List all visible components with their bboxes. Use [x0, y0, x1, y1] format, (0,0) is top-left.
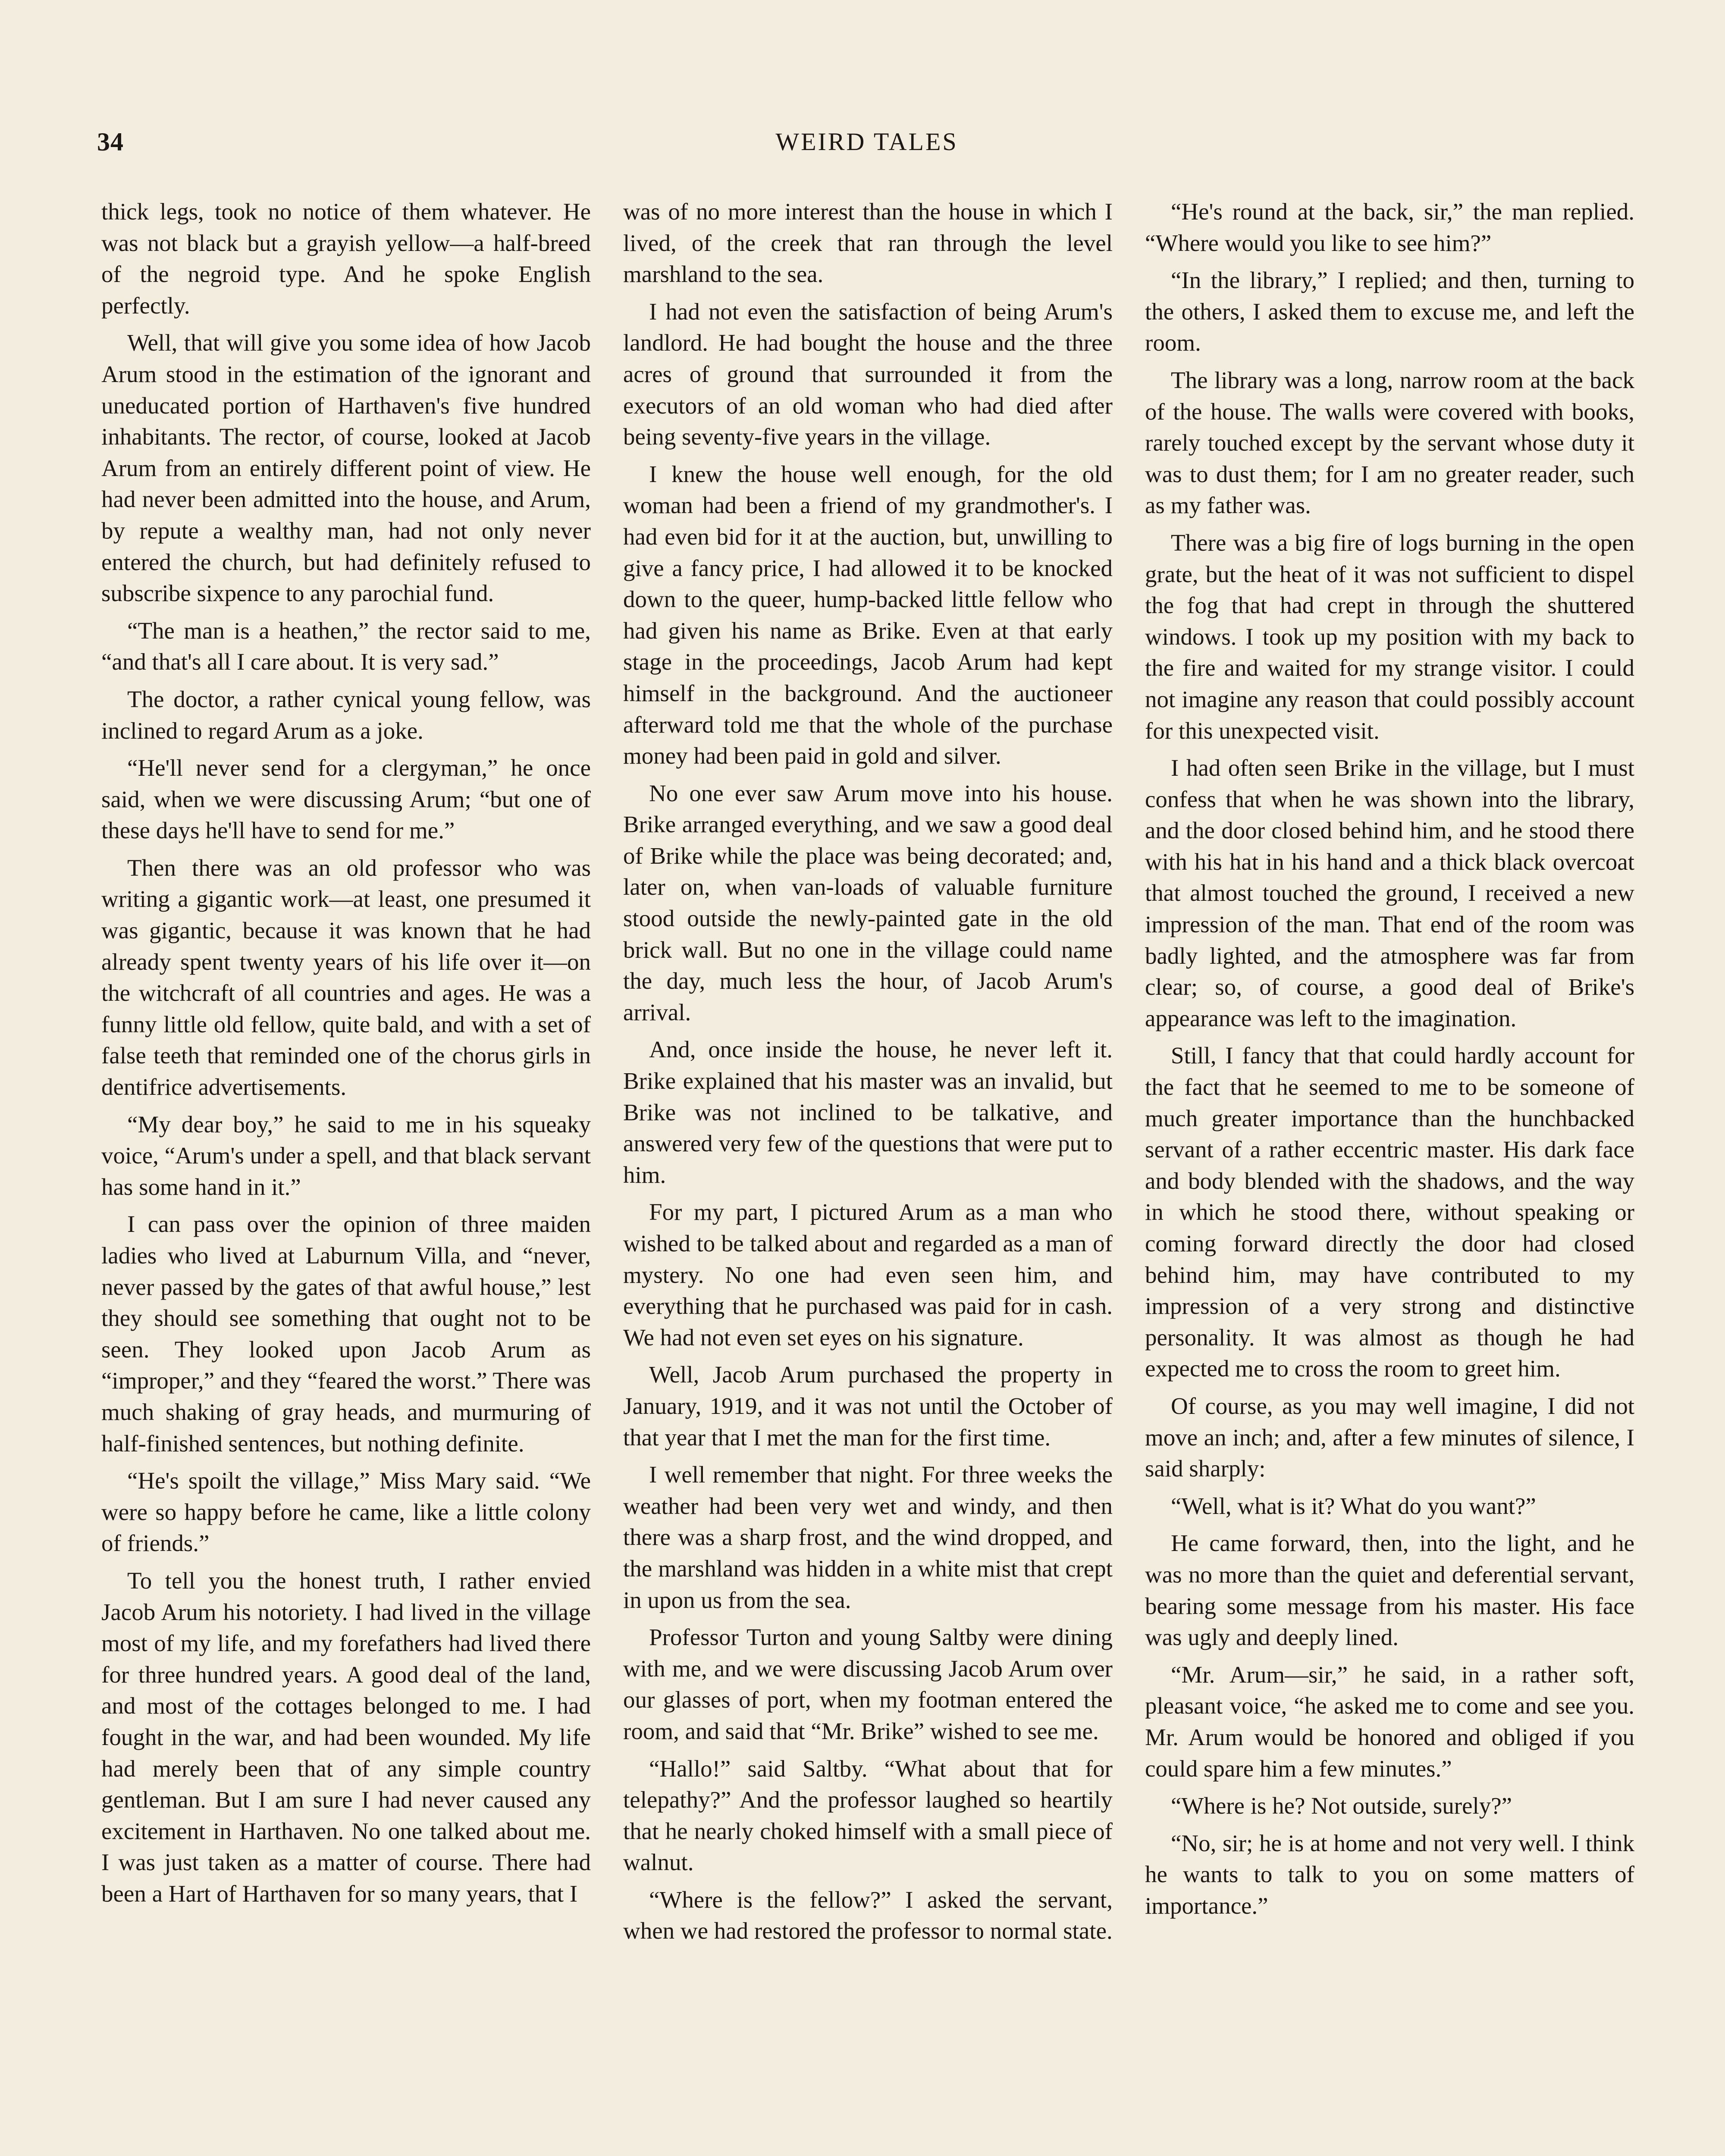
paragraph: “Well, what is it? What do you want?” — [1171, 1492, 1536, 1519]
paragraph: “No, sir; he is at home and not very well. I think he wants to talk to you on some matters of importance.” — [1145, 1830, 1634, 1919]
paragraph: Still, I fancy that that could hardly account for the fact that he seemed to me to be someone of much greater importance than the hunchbacked servant of a rather eccentric master. His dark face and body blended with the shadows, and the way in which he stood there, without speaking or coming forward directly the door had closed behind him, may have contributed to my impression of a very strong and distinctive personality. It was almost as though he had expected me to cross the room to greet him. — [1145, 1042, 1634, 1382]
paragraph: No one ever saw Arum move into his house. Brike arranged everything, and we saw a good deal of Brike while the place was being decorated; and, later on, when van-loads of valuable furniture stood outside the newly-painted gate in the old brick wall. But no one in the village could name the day, much less the hour, of Jacob Arum's arrival. — [623, 780, 1113, 1025]
paragraph: For my part, I pictured Arum as a man who wished to be talked about and regarded as a man of mystery. No one had even seen him, and everything that he purchased was paid for in cash. We had not even set eyes on his signature. — [623, 1199, 1113, 1351]
page-number: 34 — [97, 128, 124, 156]
paragraph: “The man is a heathen,” the rector said to me, “and that's all I care about. It is very sad.” — [101, 617, 591, 675]
magazine-title: WEIRD TALES — [775, 128, 958, 156]
paragraph: “He's spoilt the village,” Miss Mary said. “We were so happy before he came, like a little colony of friends.” — [101, 1467, 591, 1557]
paragraph: Then there was an old professor who was writing a gigantic work—at least, one presumed it was gigantic, because it was known that he had already spent twenty years of his life over it—on the witchcraft of all countries and ages. He was a funny little old fellow, quite bald, and with a set of false teeth that reminded one of the chorus girls in dentifrice advertisements. — [101, 854, 591, 1100]
paragraph: thick legs, took no notice of them whatever. He was not black but a grayish yellow—a half-breed of the negroid type. And he spoke English perfectly. — [101, 198, 591, 319]
paragraph: was of no more interest than the house in which I lived, of the creek that ran through the level marshland to the sea. — [623, 198, 1113, 288]
paragraph: “Where is he? Not outside, surely?” — [1171, 1792, 1512, 1819]
paragraph: Of course, as you may well imagine, I did not move an inch; and, after a few minutes of silence, I said sharply: — [1145, 1392, 1634, 1482]
paragraph: I had often seen Brike in the village, but I must confess that when he was shown into the library, and the door closed behind him, and he stood there with his hat in his hand and a thick black overcoat that almost touched the ground, I received a new impression of the man. That end of the room was badly lighted, and the atmosphere was far from clear; so, of course, a good deal of Brike's appearance was left to the imagination. — [1145, 755, 1634, 1031]
paragraph: “He'll never send for a clergyman,” he once said, when we were discussing Arum; “but one of these days he'll have to send for me.” — [101, 755, 591, 844]
paragraph: “Where is the fellow?” I asked the servant, when we had restored the professor to normal state. — [623, 1886, 1113, 1944]
paragraph: “In the library,” I replied; and then, turning to the others, I asked them to excuse me, and left the room. — [1145, 267, 1634, 356]
paragraph: Professor Turton and young Saltby were dining with me, and we were discussing Jacob Arum over our glasses of port, when my footman entered the room, and said that “Mr. Brike” wished to see me. — [623, 1624, 1113, 1744]
paragraph: And, once inside the house, he never left it. Brike explained that his master was an invalid, but Brike was not inclined to be talkative, and answered very few of the questions that were put to him. — [623, 1036, 1113, 1188]
paragraph: I had not even the satisfaction of being Arum's landlord. He had bought the house and the three acres of ground that surrounded it from the executors of an old woman who had died after being seventy-five years in the village. — [623, 298, 1113, 450]
paragraph: He came forward, then, into the light, and he was no more than the quiet and deferential servant, bearing some message from his master. His face was ugly and deeply lined. — [1145, 1530, 1634, 1651]
paragraph: The library was a long, narrow room at the back of the house. The walls were covered with books, rarely touched except by the servant whose duty it was to dust them; for I am no greater reader, such as my father was. — [1145, 367, 1634, 519]
paragraph: The doctor, a rather cynical young fellow, was inclined to regard Arum as a joke. — [101, 686, 591, 744]
page-header — [97, 127, 1637, 166]
text-columns — [101, 196, 1634, 2156]
paragraph: “Mr. Arum—sir,” he said, in a rather soft, pleasant voice, “he asked me to come and see you. Mr. Arum would be honored and obliged if you could spare him a few minutes.” — [1145, 1661, 1634, 1782]
paragraph: I can pass over the opinion of three maiden ladies who lived at Laburnum Villa, and “never, never passed by the gates of that awful house,” lest they should see something that ought not to be seen. They looked upon Jacob Arum as “improper,” and they “feared the worst.” There was much shaking of gray heads, and murmuring of half-finished sentences, but nothing definite. — [101, 1211, 591, 1457]
paragraph: “My dear boy,” he said to me in his squeaky voice, “Arum's under a spell, and that black servant has some hand in it.” — [101, 1111, 591, 1200]
text-column-1 — [101, 196, 591, 2156]
paragraph: “Hallo!” said Saltby. “What about that for telepathy?” And the professor laughed so heartily that he nearly choked himself with a small piece of walnut. — [623, 1755, 1113, 1876]
paragraph: I well remember that night. For three weeks the weather had been very wet and windy, and then there was a sharp frost, and the wind dropped, and the marshland was hidden in a white mist that crept in upon us from the sea. — [623, 1461, 1113, 1613]
paragraph: To tell you the honest truth, I rather envied Jacob Arum his notoriety. I had lived in the village most of my life, and my forefathers had lived there for three hundred years. A good deal of the land, and most of the cottages belonged to me. I had fought in the war, and had been wounded. My life had merely been that of any simple country gentleman. But I am sure I had never caused any excitement in Harthaven. No one talked about me. I was just taken as a matter of course. There had been a Hart of Harthaven for so many years, that I — [101, 1567, 591, 1907]
paragraph: “He's round at the back, sir,” the man replied. “Where would you like to see him?” — [1145, 198, 1634, 256]
text-column-3 — [1145, 196, 1634, 2156]
paragraph: There was a big fire of logs burning in the open grate, but the heat of it was not sufficient to dispel the fog that had crept in through the shuttered windows. I took up my position with my back to the fire and waited for my strange visitor. I could not imagine any reason that could possibly account for this unexpected visit. — [1145, 529, 1634, 744]
paragraph: Well, that will give you some idea of how Jacob Arum stood in the estimation of the ignorant and uneducated portion of Harthaven's five hundred inhabitants. The rector, of course, looked at Jacob Arum from an entirely different point of view. He had never been admitted into the house, and Arum, by repute a wealthy man, had not only never entered the church, but had definitely refused to subscribe sixpence to any parochial fund. — [101, 329, 591, 607]
paragraph: I knew the house well enough, for the old woman had been a friend of my grandmother's. I had even bid for it at the auction, but, unwilling to give a fancy price, I had allowed it to be knocked down to the queer, hump-backed little fellow who had given his name as Brike. Even at that early stage in the proceedings, Jacob Arum had kept himself in the background. And the auctioneer afterward told me that the whole of the purchase money had been paid in gold and silver. — [623, 461, 1113, 769]
paragraph: Well, Jacob Arum purchased the property in January, 1919, and it was not until the October of that year that I met the man for the first time. — [623, 1361, 1113, 1451]
text-column-2 — [623, 196, 1113, 2156]
